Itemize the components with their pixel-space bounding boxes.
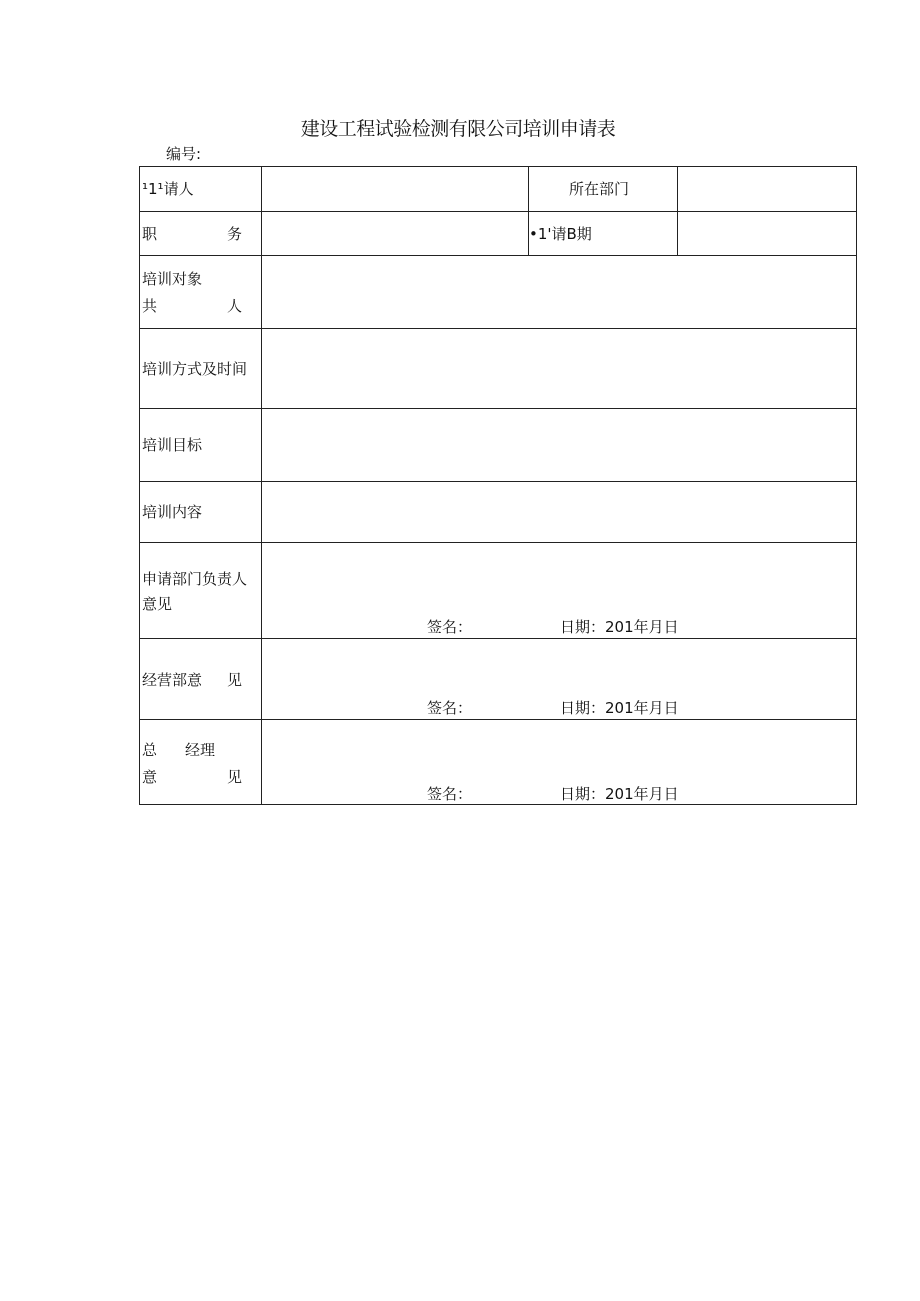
trainees-count-label: 共: [142, 297, 158, 315]
business-dept-opinion-label-suffix: 见: [227, 671, 243, 689]
gm-opinion-label: 总: [142, 741, 158, 759]
row-divider: [140, 719, 856, 720]
apply-date-field[interactable]: [679, 213, 855, 254]
gm-opinion-label-title: 经理: [185, 741, 216, 759]
signature-date-label: 日期：201年月日: [560, 785, 679, 803]
dept-head-opinion-label: 申请部门负责人: [142, 570, 248, 588]
department-field[interactable]: [679, 168, 855, 210]
application-form-table: [139, 166, 857, 805]
trainees-label: 培训对象: [142, 270, 203, 288]
column-divider: [261, 167, 262, 804]
gm-opinion-label-line2: 意: [142, 768, 158, 786]
gm-opinion-label-line2-suffix: 见: [227, 768, 243, 786]
method-time-field[interactable]: [263, 330, 855, 407]
department-label: 所在部门: [569, 180, 630, 198]
row-divider: [140, 408, 856, 409]
signature-label: 签名：: [427, 785, 473, 803]
row-divider: [140, 542, 856, 543]
column-divider: [677, 167, 678, 255]
business-dept-signature-line: [427, 698, 717, 718]
row-divider: [140, 328, 856, 329]
dept-head-opinion-label-suffix: 意见: [142, 595, 173, 613]
position-label: 职: [142, 225, 158, 243]
position-field[interactable]: [263, 213, 527, 254]
content-label: 培训内容: [142, 503, 203, 521]
row-divider: [140, 255, 856, 256]
trainees-count-unit: 人: [227, 297, 243, 315]
content-field[interactable]: [263, 483, 855, 541]
position-label-suffix: 务: [227, 225, 243, 243]
signature-date-label: 日期：201年月日: [560, 699, 679, 717]
applicant-field[interactable]: [263, 168, 527, 210]
signature-label: 签名：: [427, 618, 473, 636]
method-time-label: 培训方式及时间: [142, 360, 248, 378]
signature-date-label: 日期：201年月日: [560, 618, 679, 636]
apply-date-label: •1'请B期: [529, 225, 592, 243]
row-divider: [140, 638, 856, 639]
row-divider: [140, 481, 856, 482]
dept-head-signature-line: [427, 617, 717, 637]
business-dept-opinion-label: 经营部意: [142, 671, 203, 689]
goal-label: 培训目标: [142, 436, 203, 454]
row-divider: [140, 211, 856, 212]
trainees-field[interactable]: [263, 257, 855, 327]
applicant-label: ¹1¹请人: [142, 180, 194, 198]
gm-signature-line: [427, 784, 717, 804]
signature-label: 签名：: [427, 699, 473, 717]
goal-field[interactable]: [263, 410, 855, 480]
serial-number-label: 编号:: [166, 145, 202, 163]
form-title: 建设工程试验检测有限公司培训申请表: [300, 118, 616, 140]
